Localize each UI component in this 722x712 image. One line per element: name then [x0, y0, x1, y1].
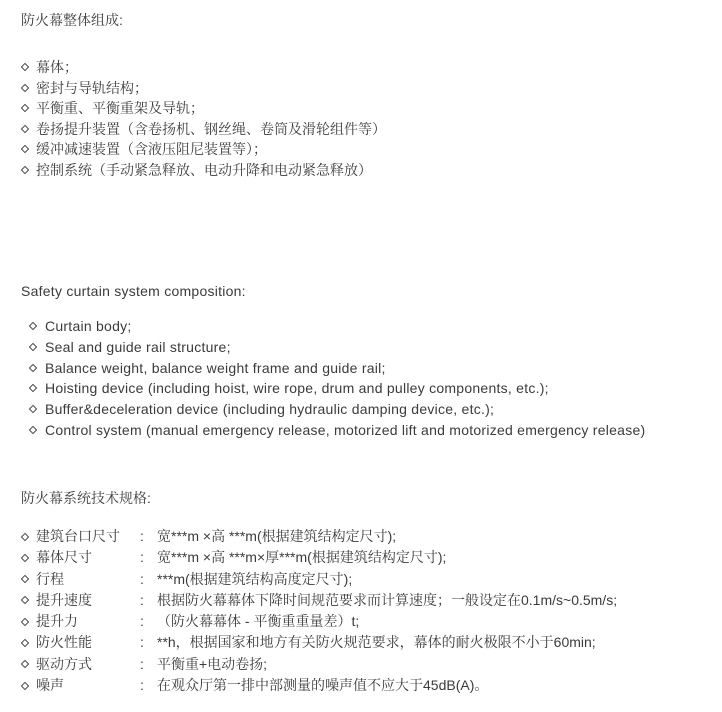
diamond-bullet-icon [21, 554, 29, 562]
spec-value: **h，根据国家和地方有关防火规范要求，幕体的耐火极限不小于60min; [157, 634, 596, 651]
item-text: Seal and guide rail structure; [45, 338, 231, 355]
list-item [21, 119, 720, 140]
cn-specs-title: 防火幕系统技术规格: [21, 490, 151, 506]
list-item [21, 98, 720, 119]
diamond-bullet-icon [29, 363, 37, 371]
diamond-bullet-icon [21, 165, 29, 173]
diamond-bullet-icon [21, 575, 29, 583]
list-item [21, 139, 720, 160]
spec-label: 幕体尺寸 [36, 549, 92, 566]
spec-label: 噪声 [36, 677, 64, 694]
spec-label: 防火性能 [36, 634, 92, 651]
spec-value: （防火幕幕体 - 平衡重重量差）t; [157, 613, 360, 630]
diamond-bullet-icon [29, 384, 37, 392]
spec-separator: : [140, 613, 144, 630]
list-item [21, 316, 720, 337]
spec-row [21, 675, 720, 696]
item-text: Hoisting device (including hoist, wire rope, drum and pulley components, etc.); [45, 380, 549, 397]
diamond-bullet-icon [21, 660, 29, 668]
item-text: 缓冲减速装置（含液压阻尼装置等）； [36, 141, 267, 157]
item-text: 平衡重、平衡重架及导轨； [36, 100, 204, 116]
spec-row [21, 569, 720, 590]
diamond-bullet-icon [21, 145, 29, 153]
spec-label: 提升力 [36, 613, 78, 630]
cn-specs-list [21, 526, 720, 696]
diamond-bullet-icon [29, 405, 37, 413]
spec-value: 平衡重+电动卷扬; [157, 655, 268, 672]
diamond-bullet-icon [21, 83, 29, 91]
spec-separator: : [140, 570, 144, 587]
list-item [21, 378, 720, 399]
item-text: 卷扬提升装置（含卷扬机、钢丝绳、卷筒及滑轮组件等） [36, 120, 386, 137]
spec-separator: : [140, 634, 144, 651]
item-text: Balance weight, balance weight frame and guide rail; [45, 359, 386, 376]
item-text: 控制系统（手动紧急释放、电动升降和电动紧急释放） [36, 161, 372, 178]
spec-value: 在观众厅第一排中部测量的噪声值不应大于45dB(A)。 [157, 677, 489, 694]
list-item [21, 160, 720, 181]
spec-separator: : [140, 655, 144, 672]
cn-composition-title: 防火幕整体组成: [21, 12, 123, 28]
spec-value: 宽***m ×高 ***m×厚***m(根据建筑结构定尺寸); [157, 549, 447, 566]
diamond-bullet-icon [21, 681, 29, 689]
diamond-bullet-icon [21, 63, 29, 71]
diamond-bullet-icon [29, 343, 37, 351]
spec-row [21, 590, 720, 611]
spec-label: 建筑台口尺寸 [36, 528, 120, 544]
item-text: Control system (manual emergency release, motorized lift and motorized emergency release) [45, 421, 646, 438]
spec-value: 宽***m ×高 ***m(根据建筑结构定尺寸); [157, 528, 397, 544]
en-composition-title: Safety curtain system composition: [21, 283, 246, 299]
cn-composition-list [21, 57, 720, 180]
item-text: Curtain body; [45, 318, 132, 334]
spec-row [21, 611, 720, 632]
spec-label: 行程 [36, 570, 64, 587]
spec-value: ***m(根据建筑结构高度定尺寸); [157, 570, 353, 587]
spec-row [21, 547, 720, 568]
list-item [21, 358, 720, 379]
en-composition-section [21, 283, 720, 441]
spec-label: 驱动方式 [36, 655, 92, 672]
list-item [21, 420, 720, 441]
cn-specs-section [21, 490, 720, 696]
diamond-bullet-icon [21, 639, 29, 647]
item-text: Buffer&deceleration device (including hydraulic damping device, etc.); [45, 401, 495, 418]
spec-label: 提升速度 [36, 591, 92, 608]
spec-separator: : [140, 677, 144, 694]
list-item [21, 337, 720, 358]
diamond-bullet-icon [21, 532, 29, 540]
spec-separator: : [140, 528, 144, 544]
diamond-bullet-icon [21, 617, 29, 625]
diamond-bullet-icon [21, 104, 29, 112]
diamond-bullet-icon [29, 426, 37, 434]
spec-row [21, 526, 720, 547]
diamond-bullet-icon [21, 124, 29, 132]
diamond-bullet-icon [29, 322, 37, 330]
spec-separator: : [140, 549, 144, 566]
spec-row [21, 632, 720, 653]
diamond-bullet-icon [21, 596, 29, 604]
spec-separator: : [140, 591, 144, 608]
list-item [21, 399, 720, 420]
item-text: 幕体； [36, 59, 78, 75]
spec-row [21, 654, 720, 675]
spec-value: 根据防火幕幕体下降时间规范要求而计算速度；一般设定在0.1m/s~0.5m/s; [157, 591, 618, 608]
list-item [21, 78, 720, 99]
cn-composition-section [21, 12, 720, 180]
en-composition-list [21, 316, 720, 441]
item-text: 密封与导轨结构； [36, 79, 148, 96]
list-item [21, 57, 720, 78]
